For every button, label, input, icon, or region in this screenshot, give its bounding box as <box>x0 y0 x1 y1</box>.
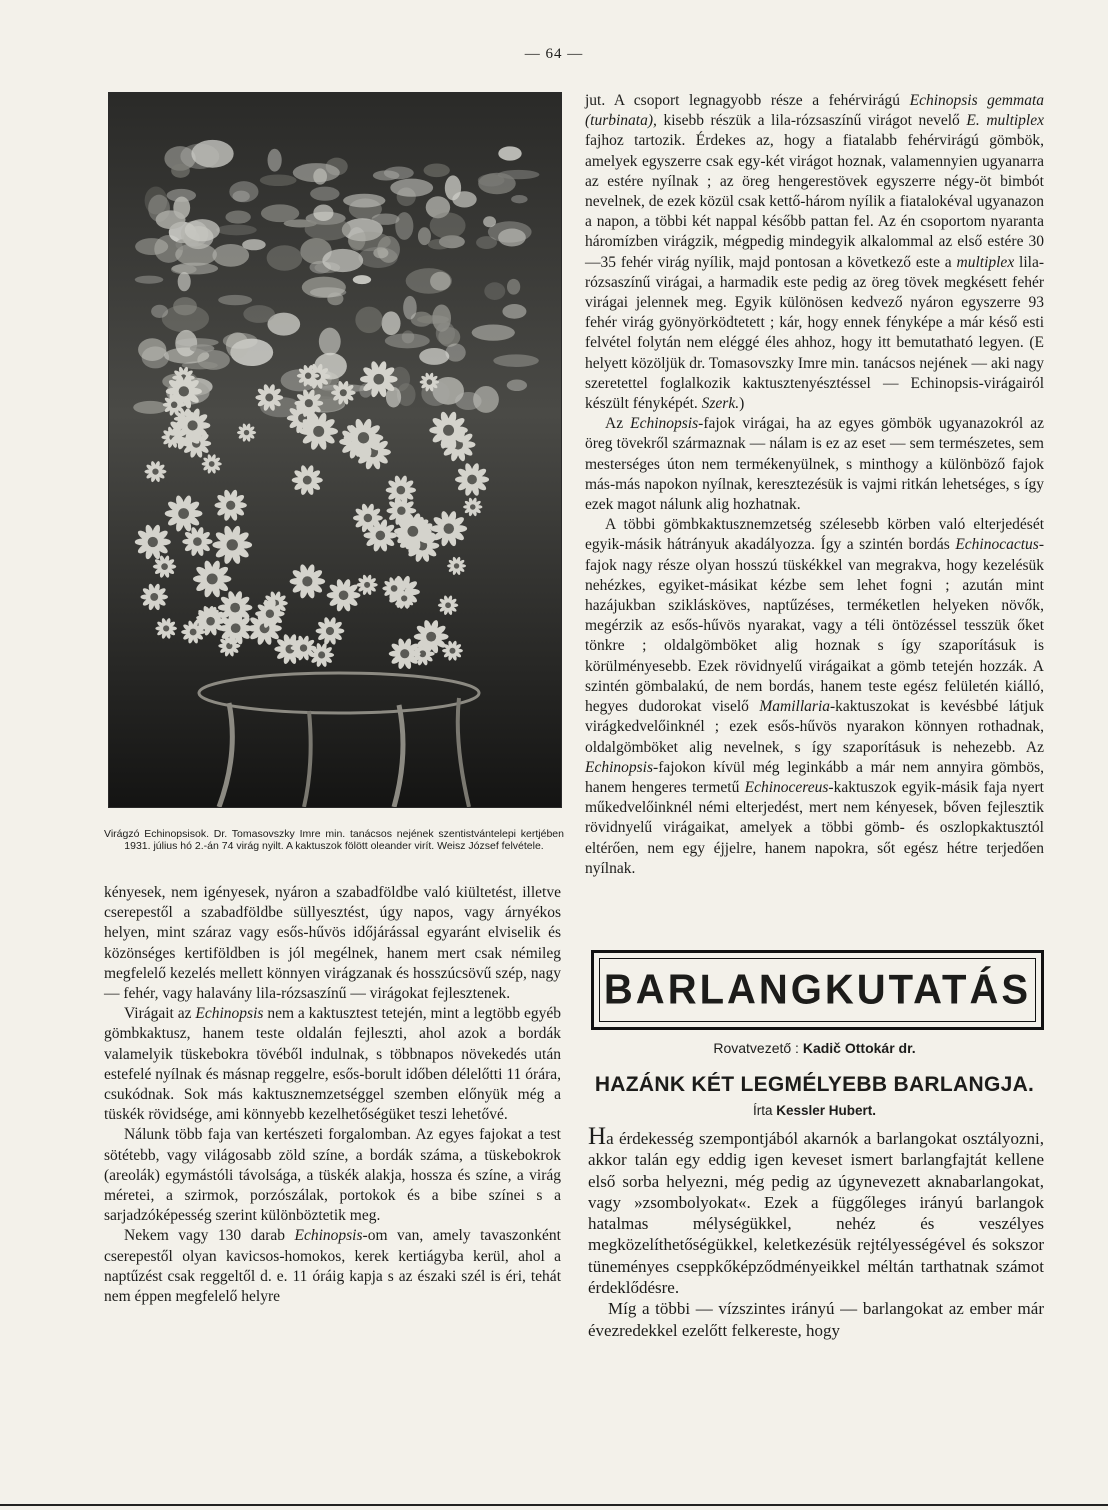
flower-photo <box>108 92 562 808</box>
drop-cap: H <box>588 1123 607 1150</box>
section-header-box <box>591 950 1044 1030</box>
left-paragraph-4: Nekem vagy 130 darab Echinopsis-om van, amely tavaszonként cserepestől olyan kavicsos-homokos, kerek kertiágyba kerül, ahol a naptűzést csak reggeltől d. e. 11 óráig kapja s az északi szél is éri, tehát nem éppen megfelelő helyre <box>104 1227 561 1306</box>
right-paragraph-2: Az Echinopsis-fajok virágai, ha az egyes gömbök ugyanazokról az öreg tövekről származnak — nálam is ez az eset — sem természetes, sem mesterséges úton nem termékenyülnek, s minthogy a különböző fajok más-más napokon nyílnak, keresztezésük is vajmi ritkán lehetséges, s így ezek magot nálunk alig hozhatnak. <box>585 415 1044 514</box>
article-paragraph-1: Ha érdekesség szempontjából akarnók a barlangokat osztályozni, akkor talán egy eddig igen keveset ismert barlangfajtát kellene első sorba helyezni, még pedig az úgynevezett aknabarlangokat, vagy »zsombolyokat«. Ezek a függőleges irányú barlangok hatalmas mélységükkel, nehéz és veszélyes megközelíthetőségükkel, keletkezésük rejtélyességével és sokszor tüneményes cseppkőképződményeikkel méltán tarthatnak számot érdeklődésre. <box>588 1123 1044 1298</box>
page-number: — 64 — <box>524 46 584 62</box>
article-title: HAZÁNK KÉT LEGMÉLYEBB BARLANGJA. <box>594 1073 1035 1096</box>
right-column <box>585 91 1044 879</box>
left-column <box>104 883 561 1307</box>
echinopsis-photo-image <box>109 93 561 807</box>
left-paragraph-3: Nálunk több faja van kertészeti forgalomban. Az egyes fajokat a test sötétebb, vagy világosabb zöld színe, a bordák száma, a tüskebokrok (areolák) egymástóli távolsága, a tüskék alakja, hossza és színe, a virág méretei, a szirmok, porzószálak, portokok és a bibe színei s a sarjadzóképesség szerint különböztetik meg. <box>104 1126 561 1225</box>
left-paragraph-1: kényesek, nem igényesek, nyáron a szabadföldbe való kiültetést, illetve cserepestől a szabadföldbe süllyesztést, úgy napos, vagy árnyékos helyen, mint száraz vagy esős-hűvös időjárással egyaránt elviselik és közönséges kertiföldben is jól megélnek, hanem mert csak némileg megfelelő kezelés mellett könnyen virágzanak és hosszúcsövű szép, nagy — fehér, vagy halavány lila-rózsaszínű — virágokat fejlesztenek. <box>104 884 561 1003</box>
article-body <box>588 1123 1044 1341</box>
article-byline: Írta Kessler Hubert. <box>752 1103 877 1118</box>
right-paragraph-3: A többi gömbkaktusznemzetség szélesebb körben való elterjedését egyik-másik hátrányuk akadályozza. Így a szintén bordás Echinocactus-fajok nagy része olyan hosszú tüskékkel van megrakva, hogy kezelésük nehézkes, egyiket-másikat kézbe sem lehet fogni ; azután mint hazájukban sziklásköves, naptűzéses, terméketlen helyeken növők, megérzik az esős-hűvös nyarakat, vagy a téli öntözéssel tesszük őket tönkre ; oldalgömböket alig hoznak s így szaporításuk is körülményesebb. Ezek rövidnyelű virágaikat a gömb tetején hozzák. A szintén gömbalakú, de nem bordás, hanem teste egész felületén kiálló, hegyes dudorokat viselő Mamillaria-kaktuszokat is kevésbbé látjuk virágkedvelőinknél ; ezek esős-hűvös nyarakon könnyen rothadnak, oldalgömböket alig nevelnek, s így szaporításuk is nehezebb. Az Echinopsis-fajokon kívül még leginkább a már nem annyira gömbös, hanem hengeres termetű Echinocereus-kaktuszok egyik-másik faja nyert műkedvelőinknél némi elterjedést, mert nem kényesek, bőven fejlesztik rövidnyelű virágaikat, amelyek a többi gömb- és oszlopkaktusztól eltérően, nem egy éjjelre, hanem napokra, sőt egész hétre terjedően nyílnak. <box>585 516 1044 877</box>
page-bottom-rule <box>0 1504 1108 1506</box>
section-editor: Rovatvezető : Kadič Ottokár dr. <box>713 1040 916 1056</box>
photo-caption: Virágzó Echinopsisok. Dr. Tomasovszky Imre min. tanácsos nejének szentistvántelepi kertjében 1931. július hó 2.-án 74 virág nyilt. A kaktuszok fölött oleander virít. Weisz József felvétele. <box>104 828 564 852</box>
article-paragraph-2: Míg a többi — vízszintes irányú — barlangokat az ember már évezredekkel ezelőtt felkereste, hogy <box>588 1299 1044 1340</box>
section-title: BARLANGKUTATÁS <box>603 966 1032 1013</box>
left-paragraph-2: Virágait az Echinopsis nem a kaktusztest tetején, mint a legtöbb egyéb gömbkaktusz, hanem teste oldalán fejleszti, ahol azok a bordák valamelyik tüskebokra tövéből indulnak, s többnapos növekedés után estefelé nyílnak és másnap reggelre, esős-borult időben délelőtti 11 órára, csukódnak. Sok más kaktusznemzetséggel szemben előnyük még a tüskék rövidsége, ami könnyebb kezelhetőségüket teszi lehetővé. <box>104 1005 561 1124</box>
right-paragraph-1: jut. A csoport legnagyobb része a fehérvirágú Echinopsis gemmata (turbinata), kisebb részük a lila-rózsaszínű virágot nevelő E. multiplex fajhoz tartozik. Érdekes az, hogy a fiatalabb fehérvirágú gömbök, amelyek egyszerre csak egy-két virágot hoznak, valamennyien ugyanarra az estére nyílnak ; az öreg hengerestövek egyszerre négy-öt bimbót nevelnek, de ezek közül csak kettő-három nyílik a fiatalokéval ugyanazon a napon, a többi két nappal később pattan fel. Az én csoportom nyaranta háromízben virágzik, mégpedig mindegyik alkalommal az első estére 30—35 fehér virág nyílik, majd pontosan a következő este a multiplex lila-rózsaszínű virágai, a harmadik este pedig az öreg tövek megkésett fehér virágai jelennek meg. Egyik különösen kedvező nyáron egyszerre 93 fehér virág gyönyörködtetett ; kár, hogy ennek fényképe a már késő esti felvétel folytán nem eléggé éles ahhoz, hogy itt bemutatható legyen. (E helyett közöljük dr. Tomasovszky Imre min. tanácsos nejének — aki nagy szeretettel foglalkozik kaktusztenyésztéssel — Echinopsis-virágairól készült fényképét. Szerk.) <box>585 92 1044 413</box>
